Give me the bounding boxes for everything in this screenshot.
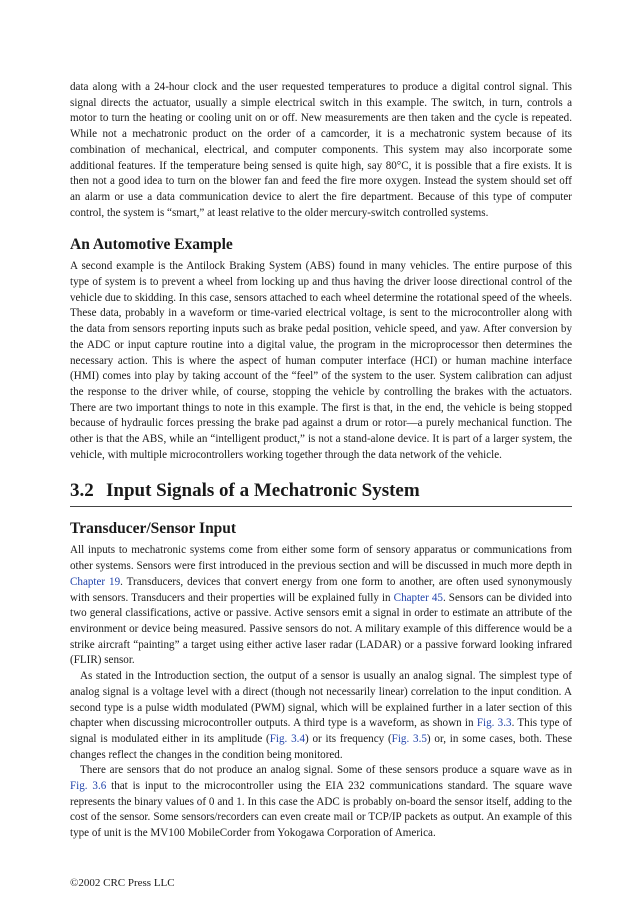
link-chapter-45[interactable]: Chapter 45: [393, 591, 443, 604]
paragraph-abs: A second example is the Antilock Braking System (ABS) found in many vehicles. The entire purpose of this type of system is to prevent a wheel from locking up and thus having the driver loose directional control of the vehicle due to skidding. In this case, sensors attached to each wheel determine the rotational speed of the wheels. These data, probably in a waveform or time-varied electrical voltage, is sent to the microcontroller along with the data from sensors reporting inputs such as brake pedal position, vehicle speed, and yaw. After conversion by the ADC or input capture routine into a digital value, the program in the microprocessor then determines the necessary action. This is where the aspect of human computer interface (HCI) or human machine interface (HMI) comes into play by taking account of the “feel” of the system to the user. System calibration can adjust the response to the driver while, of course, stopping the vehicle by controlling the brakes with the actuators. There are two important things to note in this example. The first is that, in the end, the vehicle is being stopped because of hydraulic forces pressing the brake pad against a drum or rotor—a purely mechanical function. The other is that the ABS, while an “intelligent product,” is not a stand-alone device. It is part of a larger system, the vehicle, with multiple microcontrollers working together through the data network of the vehicle.: [70, 260, 572, 461]
paragraph-thermostat: data along with a 24-hour clock and the user requested temperatures to produce a digital control signal. This signal directs the actuator, usually a simple electrical switch in this example. The switch, in turn, controls a motor to turn the heating or cooling unit on or off. New measurements are then taken and the cycle is repeated. While not a mechatronic product on the order of a camcorder, it is a mechatronic system because of its combination of mechanical, electrical, and computer components. This system may also incorporate some additional features. If the temperature being sensed is quite high, say 80°C, it is possible that a fire exists. It is then not a good idea to turn on the blower fan and feed the fire more oxygen. Instead the system should set off an alarm or use a data communication device to alert the fire department. Because of this type of computer control, the system is “smart,” at least relative to the older mercury-switch controlled systems.: [70, 81, 572, 219]
paragraph-digital-sensors: [70, 763, 572, 842]
paragraph-analog-signals: [70, 669, 572, 763]
link-fig-3-3[interactable]: Fig. 3.3: [476, 717, 512, 730]
link-fig-3-6[interactable]: Fig. 3.6: [70, 780, 107, 793]
text-run: . This type of signal is modulated either in its amplitude (: [70, 717, 573, 745]
link-chapter-19[interactable]: Chapter 19: [70, 575, 121, 588]
heading-automotive-example: An Automotive Example: [70, 236, 233, 254]
section-heading: [70, 479, 572, 507]
text-run: As stated in the Introduction section, the output of a sensor is usually an analog signal. The simplest type of analog signal is a voltage level with a direct (though not necessarily linear) correlation to the input condition. A second type is a pulse width modulated (PWM) signal, which will be explained further in a later section of this chapter when discussing microcontroller outputs. A third type is a waveform, as shown in: [70, 670, 572, 730]
text-run: ) or, in some cases, both. These changes reflect the changes in the condition being monitored.: [70, 732, 572, 761]
text-run: . Transducers, devices that convert energy from one form to another, are often used synonymously with sensors. Transducers and their properties will be explained fully in: [70, 575, 572, 604]
copyright-footer: ©2002 CRC Press LLC: [70, 877, 175, 889]
link-fig-3-4[interactable]: Fig. 3.4: [269, 732, 305, 745]
page-content: [70, 80, 572, 842]
paragraph-sensors: [70, 543, 572, 669]
section-title: Input Signals of a Mechatronic System: [106, 480, 420, 502]
text-run: . Sensors can be divided into two general classifications, active or passive. Active sensors emit a signal in order to estimate an attribute of the environment or device being measured. Passive sensors do not. A military example of this difference would be a strike aircraft “painting” a target using either active laser radar (LADAR) or a passive forward looking infrared (FLIR) sensor.: [70, 591, 572, 667]
text-run: that is input to the microcontroller using the EIA 232 communications standard. The square wave represents the binary values of 0 and 1. In this case the ADC is probably on-board the sensor itself, adding to the cost of the sensor. Some sensors/recorders can even create mail or TCP/IP packets as output. An example of this type of unit is the MV100 MobileCorder from Yokogawa Corporation of America.: [70, 780, 572, 840]
heading-transducer-sensor-input: Transducer/Sensor Input: [70, 520, 237, 538]
text-run: There are sensors that do not produce an analog signal. Some of these sensors produce a square wave as in: [80, 764, 572, 777]
text-run: ) or its frequency (: [305, 732, 392, 745]
text-run: All inputs to mechatronic systems come from either some form of sensory apparatus or communications from other systems. Sensors were first introduced in the previous section and will be discussed in much more depth in: [70, 544, 572, 573]
section-number: 3.2: [70, 480, 94, 502]
link-fig-3-5[interactable]: Fig. 3.5: [391, 732, 427, 745]
